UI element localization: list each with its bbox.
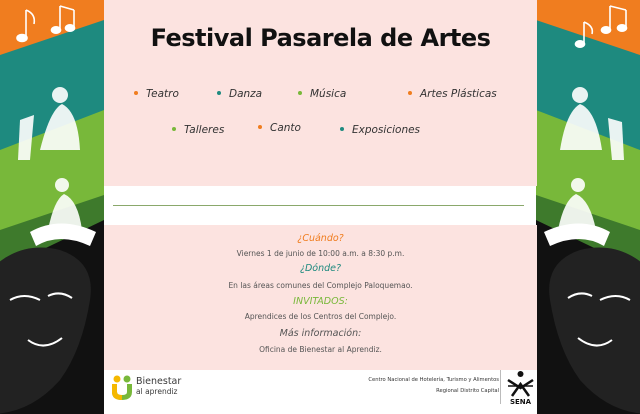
right-decoration <box>536 0 640 414</box>
bullet-dot <box>134 91 138 95</box>
activity-item <box>298 88 346 100</box>
activity-item <box>258 122 301 134</box>
more-info-text: Oficina de Bienestar al Aprendiz. <box>259 345 382 354</box>
brand-line2: al aprendiz <box>136 387 178 396</box>
brand-line1: Bienestar <box>136 376 182 387</box>
sena-logo <box>504 370 537 410</box>
bullet-dot <box>298 91 302 95</box>
activity-item <box>340 124 420 136</box>
more-info-heading: Más información: <box>279 328 362 339</box>
activity-item <box>217 88 262 100</box>
activity-label: Canto <box>270 122 301 134</box>
sena-icon <box>504 370 537 398</box>
activity-item <box>134 88 179 100</box>
divider-line <box>113 205 524 206</box>
bienestar-logo <box>108 372 218 402</box>
activity-label: Teatro <box>146 88 179 100</box>
guests-heading: INVITADOS: <box>293 296 348 307</box>
when-text: Viernes 1 de junio de 10:00 a.m. a 8:30 p.m. <box>236 249 405 258</box>
activity-label: Exposiciones <box>352 124 421 136</box>
activity-item <box>408 88 497 100</box>
activities-panel <box>104 0 537 186</box>
footer-separator <box>500 370 501 404</box>
activity-label: Danza <box>229 88 263 100</box>
where-heading: ¿Dónde? <box>299 263 342 274</box>
bullet-dot <box>217 91 221 95</box>
bullet-dot <box>408 91 412 95</box>
where-text: En las áreas comunes del Complejo Paloquemao. <box>228 281 413 290</box>
bullet-dot <box>258 125 262 129</box>
details-panel <box>104 225 537 370</box>
bullet-dot <box>340 127 344 131</box>
activity-item <box>172 124 224 136</box>
center-region: Regional Distrito Capital <box>436 388 499 394</box>
center-info <box>314 375 499 397</box>
guests-text: Aprendices de los Centros del Complejo. <box>244 312 397 321</box>
activity-label: Talleres <box>184 124 225 136</box>
activity-label: Música <box>310 88 347 100</box>
bullet-dot <box>172 127 176 131</box>
left-decoration <box>0 0 104 414</box>
bienestar-icon <box>110 374 134 402</box>
sena-label: SENA <box>509 398 532 406</box>
center-name: Centro Nacional de Hotelería, Turismo y Alimentos <box>368 377 499 383</box>
activity-label: Artes Plásticas <box>420 88 497 100</box>
event-title: Festival Pasarela de Artes <box>150 24 491 52</box>
footer <box>104 370 537 414</box>
when-heading: ¿Cuándo? <box>297 233 344 244</box>
